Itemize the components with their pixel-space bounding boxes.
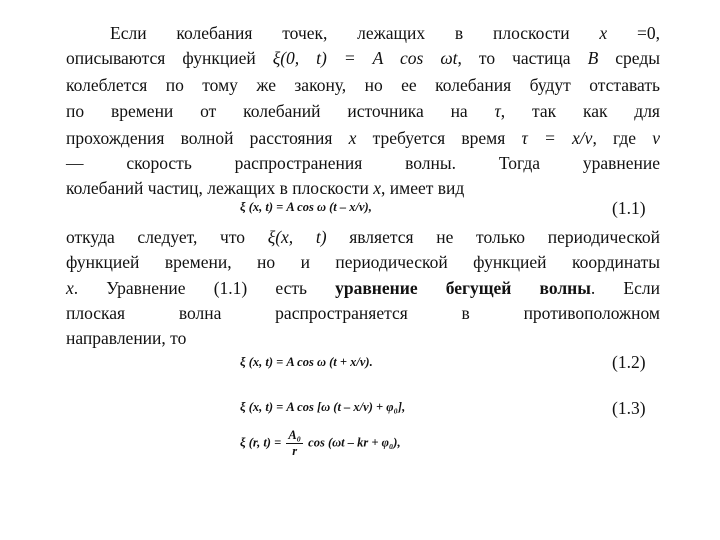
- text-line: колебаний частиц, лежащих в плоскости x, имеет вид: [66, 178, 465, 198]
- text-line: прохождения волной расстояния x требуется время τ = x/v, где v: [66, 128, 660, 148]
- math-symbol: B: [587, 48, 599, 68]
- equation-number-1-2: (1.2): [612, 352, 646, 372]
- text-line: функцией времени, но и периодической функцией координаты: [66, 252, 660, 272]
- equation-lhs: ξ (r, t) =: [240, 435, 282, 450]
- text-line: — скорость распространения волны. Тогда уравнение: [66, 153, 660, 173]
- equation-1-1: ξ (x, t) = A cos ω (t – x/v),: [240, 200, 372, 214]
- text-line: Если колебания точек, лежащих в плоскости x =0,: [110, 23, 660, 43]
- math-symbol: ξ(0, t) = A cos ωt: [272, 48, 458, 68]
- math-symbol: x: [373, 178, 381, 198]
- math-symbol: v: [652, 128, 660, 148]
- math-symbol: τ: [494, 101, 501, 121]
- math-symbol: x: [66, 278, 74, 298]
- math-symbol: τ = x/v: [521, 128, 593, 148]
- bold-term: уравнение бегущей волны: [335, 278, 591, 298]
- math-symbol: x: [599, 23, 608, 43]
- text-line: описываются функцией ξ(0, t) = A cos ωt, то частица B среды: [66, 48, 660, 68]
- equation-number-1-1: (1.1): [612, 198, 646, 218]
- text-line: колеблется по тому же закону, но ее колебания будут отставать: [66, 75, 660, 95]
- fraction-denominator: r: [292, 444, 298, 458]
- equation-number-1-3: (1.3): [612, 398, 646, 418]
- math-symbol: x: [348, 128, 357, 148]
- text-line: направлении, то: [66, 328, 187, 348]
- equation-rhs: cos (ωt – kr + φ₀),: [308, 435, 401, 450]
- text-line: плоская волна распространяется в противоположном: [66, 303, 660, 323]
- fraction-numerator: A₀: [288, 428, 302, 442]
- text-line: откуда следует, что ξ(x, t) является не только периодической: [66, 227, 660, 247]
- equation-1-2: ξ (x, t) = A cos ω (t + x/v).: [240, 355, 373, 369]
- text-line: x. Уравнение (1.1) есть уравнение бегущей волны. Если: [66, 278, 660, 298]
- equation-spherical-wave: [240, 428, 401, 459]
- text-line: по времени от колебаний источника на τ, так как для: [66, 101, 660, 121]
- fraction: [286, 428, 303, 459]
- equation-1-3: ξ (x, t) = A cos [ω (t – x/v) + φ₀],: [240, 400, 406, 414]
- math-symbol: ξ(x, t): [267, 227, 327, 247]
